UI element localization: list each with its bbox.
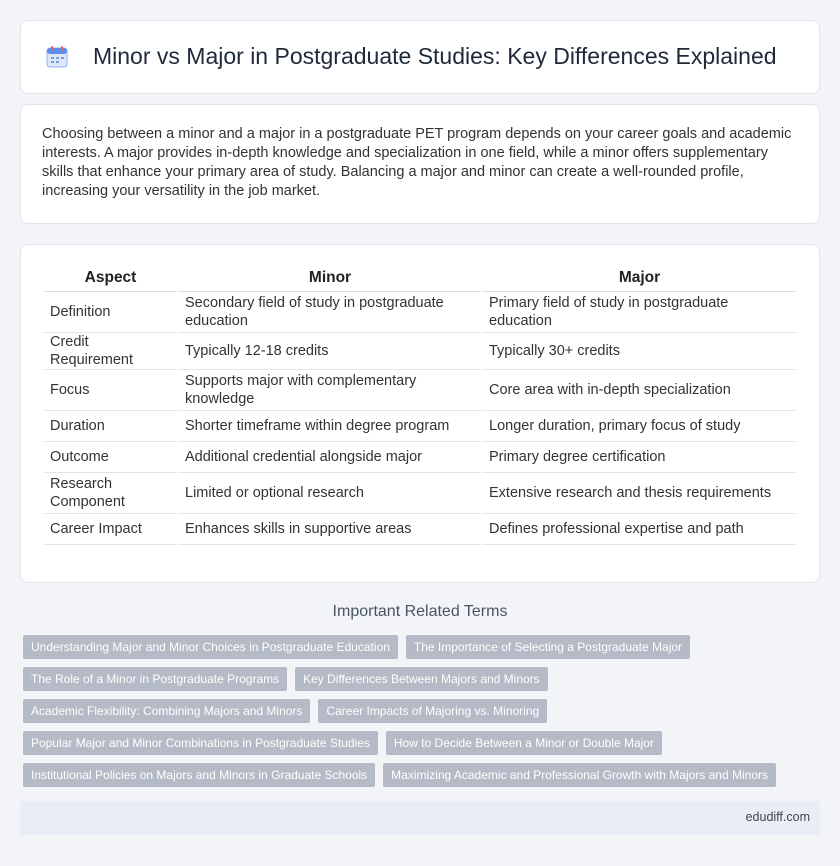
table-row <box>44 333 796 370</box>
related-term-tag[interactable]: Career Impacts of Majoring vs. Minoring <box>318 699 547 723</box>
table-row <box>44 442 796 473</box>
minor-cell: Enhances skills in supportive areas <box>179 514 481 545</box>
aspect-cell: Research Component <box>44 473 177 514</box>
footer-brand[interactable]: edudiff.com <box>745 810 810 824</box>
related-term-tag[interactable]: Maximizing Academic and Professional Growth with Majors and Minors <box>383 763 776 787</box>
table-header-row <box>44 265 796 292</box>
table-row <box>44 370 796 411</box>
header-major: Major <box>483 265 796 292</box>
aspect-cell: Focus <box>44 370 177 411</box>
related-term-tag[interactable]: Key Differences Between Majors and Minors <box>295 667 548 691</box>
minor-cell: Secondary field of study in postgraduate education <box>179 292 481 333</box>
table-row <box>44 473 796 514</box>
minor-cell: Shorter timeframe within degree program <box>179 411 481 442</box>
major-cell: Primary degree certification <box>483 442 796 473</box>
intro-card <box>20 104 820 224</box>
aspect-cell: Definition <box>44 292 177 333</box>
minor-cell: Supports major with complementary knowledge <box>179 370 481 411</box>
table-row <box>44 514 796 545</box>
major-cell: Longer duration, primary focus of study <box>483 411 796 442</box>
related-term-tag[interactable]: Understanding Major and Minor Choices in Postgraduate Education <box>23 635 398 659</box>
major-cell: Typically 30+ credits <box>483 333 796 370</box>
footer <box>20 801 820 835</box>
related-term-tag[interactable]: Academic Flexibility: Combining Majors and Minors <box>23 699 310 723</box>
major-cell: Core area with in-depth specialization <box>483 370 796 411</box>
aspect-cell: Duration <box>44 411 177 442</box>
major-cell: Defines professional expertise and path <box>483 514 796 545</box>
aspect-cell: Career Impact <box>44 514 177 545</box>
minor-cell: Typically 12-18 credits <box>179 333 481 370</box>
related-term-tag[interactable]: The Role of a Minor in Postgraduate Programs <box>23 667 287 691</box>
header-minor: Minor <box>179 265 481 292</box>
header-aspect: Aspect <box>44 265 177 292</box>
related-terms-title: Important Related Terms <box>332 603 508 620</box>
comparison-table <box>42 265 798 545</box>
minor-cell: Limited or optional research <box>179 473 481 514</box>
aspect-cell: Outcome <box>44 442 177 473</box>
related-term-tag[interactable]: Popular Major and Minor Combinations in Postgraduate Studies <box>23 731 378 755</box>
table-row <box>44 292 796 333</box>
intro-paragraph: Choosing between a minor and a major in a postgraduate PET program depends on your career goals and academic interests. A major provides in-depth knowledge and specialization in one field, while a minor offers supplementary skills that enhance your primary area of study. Balancing a major and minor can create a well-rounded profile, increasing your versatility in the job market. <box>42 126 792 199</box>
related-term-tag[interactable]: The Importance of Selecting a Postgraduate Major <box>406 635 690 659</box>
major-cell: Extensive research and thesis requirements <box>483 473 796 514</box>
comparison-table-card <box>20 244 820 583</box>
page-title: Minor vs Major in Postgraduate Studies: Key Differences Explained <box>93 43 777 69</box>
major-cell: Primary field of study in postgraduate education <box>483 292 796 333</box>
related-term-tag[interactable]: Institutional Policies on Majors and Minors in Graduate Schools <box>23 763 375 787</box>
header-card <box>20 20 820 94</box>
minor-cell: Additional credential alongside major <box>179 442 481 473</box>
related-terms-list <box>23 635 813 795</box>
calendar-icon <box>45 45 69 69</box>
table-row <box>44 411 796 442</box>
aspect-cell: Credit Requirement <box>44 333 177 370</box>
related-term-tag[interactable]: How to Decide Between a Minor or Double Major <box>386 731 662 755</box>
